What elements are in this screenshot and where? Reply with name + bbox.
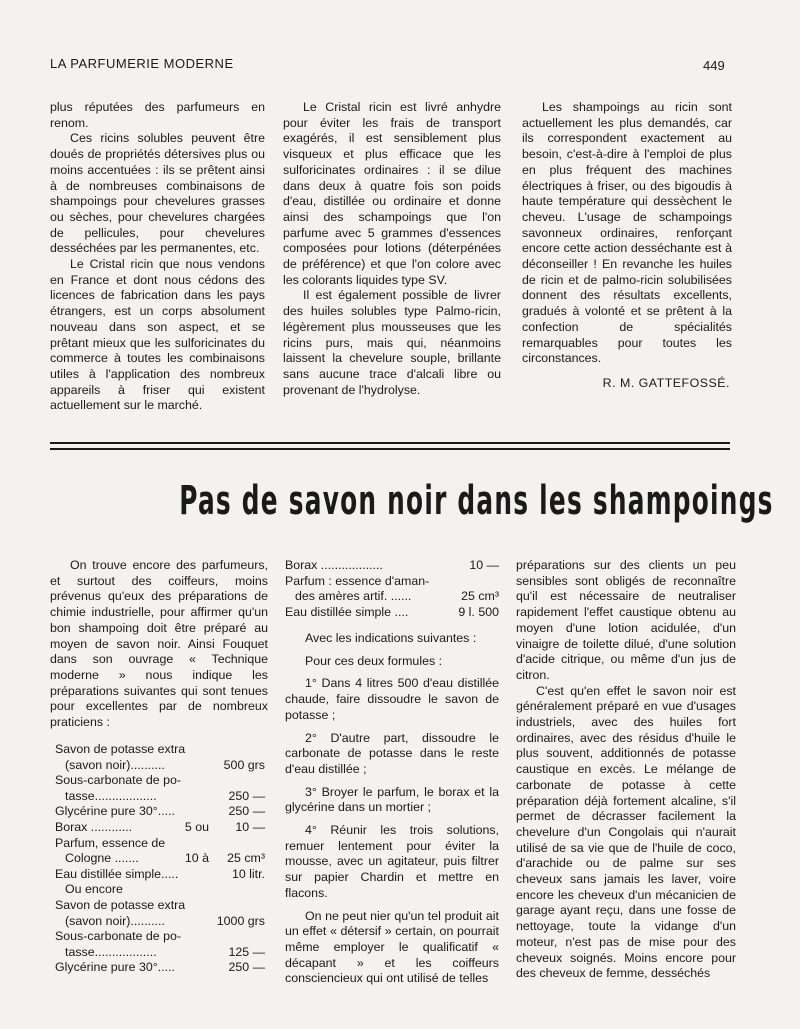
ingredient-label: (savon noir).......... <box>65 913 165 928</box>
ingredient-label: Borax .................. <box>285 558 383 572</box>
ingredient-label: Glycérine pure 30°..... <box>55 960 175 975</box>
recipe-list-1 <box>55 742 265 976</box>
paragraph: 4° Réunir les trois solutions, remuer lentement pour éviter la mousse, avec un agitateur, puis filtrer sur papier Chardin et mettre en flacons. <box>285 823 499 900</box>
article-title: Pas de savon noir dans les shampoings <box>179 478 774 524</box>
ingredient-label: Sous-carbonate de po- <box>55 929 182 944</box>
ingredient-label: tasse.................. <box>65 788 157 803</box>
ingredient-label: Ou encore <box>65 882 123 897</box>
recipe-item <box>55 836 265 852</box>
paragraph: 3° Broyer le parfum, le borax et la glycérine dans un mortier ; <box>285 784 499 815</box>
ingredient-amount: 25 cm³ <box>461 589 499 604</box>
article-column-3 <box>516 558 736 982</box>
ingredient-label: Savon de potasse extra <box>55 897 186 912</box>
recipe-item <box>55 789 265 805</box>
ingredient-range: 5 ou <box>184 819 209 834</box>
recipe-item <box>285 589 499 605</box>
recipe-item <box>55 773 265 789</box>
paragraph: Ces ricins solubles peuvent être doués de propriétés détersives plus ou moins accentuées : ils se prêtent ainsi à de nombreuses combinaisons de shampoings pour chevelures grasses ou sèches, pour chevelures chargées de pellicules, pour chevelures desséchées par les permanentes, etc. <box>50 131 265 256</box>
ingredient-amount: 9 l. 500 <box>458 604 499 619</box>
author-signature: R. M. GATTEFOSSÉ. <box>602 376 730 390</box>
running-head: LA PARFUMERIE MODERNE <box>50 56 234 71</box>
ingredient-amount: 10 — <box>469 558 499 572</box>
recipe-item <box>55 929 265 945</box>
paragraph: Les shampoings au ricin sont actuellement les plus demandés, car ils correspondent exactement au besoin, c'est-à-dire à l'emploi de plus en plus fréquent des machines électriques à friser, ou des bigoudis à haute température qui dessèchent le cheveu. L'usage de schampoings savonneux ordinaires, renforçant encore cette action desséchante est à déconseiller ! En revanche les huiles de ricin et de palmo-ricin solubilisées donnent des résultats excellents, gradués à volonté et se prêtent à la confection de spécialités remarquables pour toutes les circonstances. <box>522 100 732 366</box>
divider-rule <box>50 448 730 450</box>
ingredient-label: (savon noir).......... <box>65 757 165 772</box>
recipe-item <box>285 605 499 621</box>
ingredient-amount: 250 — <box>228 960 265 975</box>
paragraph: Pour ces deux formules : <box>305 653 443 668</box>
ingredient-label: tasse.................. <box>65 944 157 959</box>
ingredient-amount: 10 — <box>235 819 265 834</box>
page-number: 449 <box>703 58 725 73</box>
paragraph: Le Cristal ricin est livré anhydre pour éviter les frais de transport exagérés, il est sensiblement plus visqueux et plus efficace que les sulforicinates ordinaires : il se dilue dans deux à quatre fois son poids d'eau, distillée ou ordinaire et donne ainsi des schampoings que l'on parfume avec 5 grammes d'essences composées pour lotions (déterpénées de préférence) et que l'on colore avec les colorants liquides type SV. <box>283 100 501 287</box>
recipe-item <box>55 804 265 820</box>
recipe-item <box>55 945 265 961</box>
ingredient-amount: 10 litr. <box>231 866 265 881</box>
recipe-item <box>55 882 265 898</box>
recipe-list-2 <box>285 558 499 620</box>
ingredient-label: Savon de potasse extra <box>55 742 186 756</box>
top-article-column-3 <box>522 100 732 367</box>
paragraph: On ne peut nier qu'un tel produit ait un effet « détersif » certain, on pourrait même employer le qualificatif « décapant » et les coiffeurs consciencieux qui ont utilisé de telles <box>285 908 499 986</box>
intro-paragraph: On trouve encore des parfumeurs, et surtout des coiffeurs, moins prévenus qu'eux des préparations de chimie industrielle, pour affirmer qu'un bon shampoing doit être préparé au moyen de savon noir. Ainsi Fouquet dans son ouvrage « Technique moderne » nous indique les préparations suivantes qui sont tenues pour excellentes par de nombreux praticiens : <box>50 558 268 730</box>
recipe-item <box>285 558 499 574</box>
paragraph: 1° Dans 4 litres 500 d'eau distillée chaude, faire dissoudre le savon de potasse ; <box>285 676 499 722</box>
divider-rule <box>50 442 730 444</box>
recipe-item <box>55 820 265 836</box>
ingredient-label: Sous-carbonate de po- <box>55 773 182 788</box>
recipe-item <box>285 574 499 590</box>
ingredient-label: des amères artif. ...... <box>295 589 412 604</box>
ingredient-amount: 125 — <box>228 944 265 959</box>
ingredient-label: Eau distillée simple..... <box>55 866 179 881</box>
paragraph: Avec les indications suivantes : <box>305 631 477 645</box>
paragraph: 2° D'autre part, dissoudre le carbonate de potasse dans le reste d'eau distillée ; <box>285 730 499 776</box>
ingredient-label: Glycérine pure 30°..... <box>55 804 175 819</box>
ingredient-label: Borax ............ <box>55 819 133 834</box>
ingredient-amount: 500 grs <box>223 757 265 772</box>
top-article-column-1 <box>50 100 265 414</box>
paragraph: Il est également possible de livrer des huiles solubles type Palmo-ricin, légèrement plus mousseuses que les ricins purs, mais qui, néanmoins laissent la chevelure souple, brillante sans aucune trace d'alcali libre ou provenant de l'hydrolyse. <box>283 288 501 397</box>
article-column-2 <box>285 624 499 987</box>
article-column-1 <box>50 558 268 731</box>
recipe-item <box>55 851 265 867</box>
ingredient-label: Parfum : essence d'aman- <box>285 573 430 588</box>
ingredient-amount: 250 — <box>228 788 265 803</box>
recipe-item <box>55 914 265 930</box>
recipe-item <box>55 758 265 774</box>
recipe-item <box>55 742 265 758</box>
ingredient-amount: 1000 grs <box>216 913 265 928</box>
paragraph: préparations sur des clients un peu sensibles sont obligés de reconnaître qu'il est nécessaire de neutraliser rapidement l'effet caustique obtenu au moyen d'une lotion acidulée, d'un vinaigre de toilette dilué, d'une solution d'acide citrique, ou même d'un jus de citron. <box>516 558 736 682</box>
paragraph: C'est qu'en effet le savon noir est généralement préparé en vue d'usages industriels, avec des huiles fort ordinaires, avec des résidus d'huile le plus souvent, additionnés de potasse caustique en excès. Le mélange de carbonate de potasse à cette préparation déjà fortement alcaline, s'il permet de décrasser facilement la chevelure d'un Congolais qui n'aurait utilisé de sa vie que de l'huile de coco, d'arachide ou de palme sur ses cheveux sans jamais les laver, voire encore les cheveux d'un mécanicien de garage ayant reçu, dans une fosse de nettoyage, toute la vidange d'un moteur, n'est pas de mise pour des cheveux soignés. Moins encore pour des cheveux de femme, desséchés <box>516 683 736 981</box>
recipe-item <box>55 867 265 883</box>
paragraph: Le Cristal ricin que nous vendons en France et dont nous cédons des licences de fabrication dans les pays étrangers, est un corps absolument nouveau dans son aspect, et se prêtant mieux que les sulforicinates du commerce à toutes les combinaisons utiles à l'application des nombreux appareils à friser qui existent actuellement sur le marché. <box>50 257 265 413</box>
recipe-item <box>55 960 265 976</box>
ingredient-label: Parfum, essence de <box>55 835 166 850</box>
ingredient-amount: 250 — <box>228 804 265 819</box>
ingredient-label: Cologne ....... <box>65 851 139 866</box>
paragraph: plus réputées des parfumeurs en renom. <box>50 100 265 130</box>
ingredient-amount: 25 cm³ <box>227 851 265 866</box>
top-article-column-2 <box>283 100 501 398</box>
recipe-item <box>55 898 265 914</box>
ingredient-range: 10 à <box>184 851 209 866</box>
ingredient-label: Eau distillée simple .... <box>285 604 409 619</box>
